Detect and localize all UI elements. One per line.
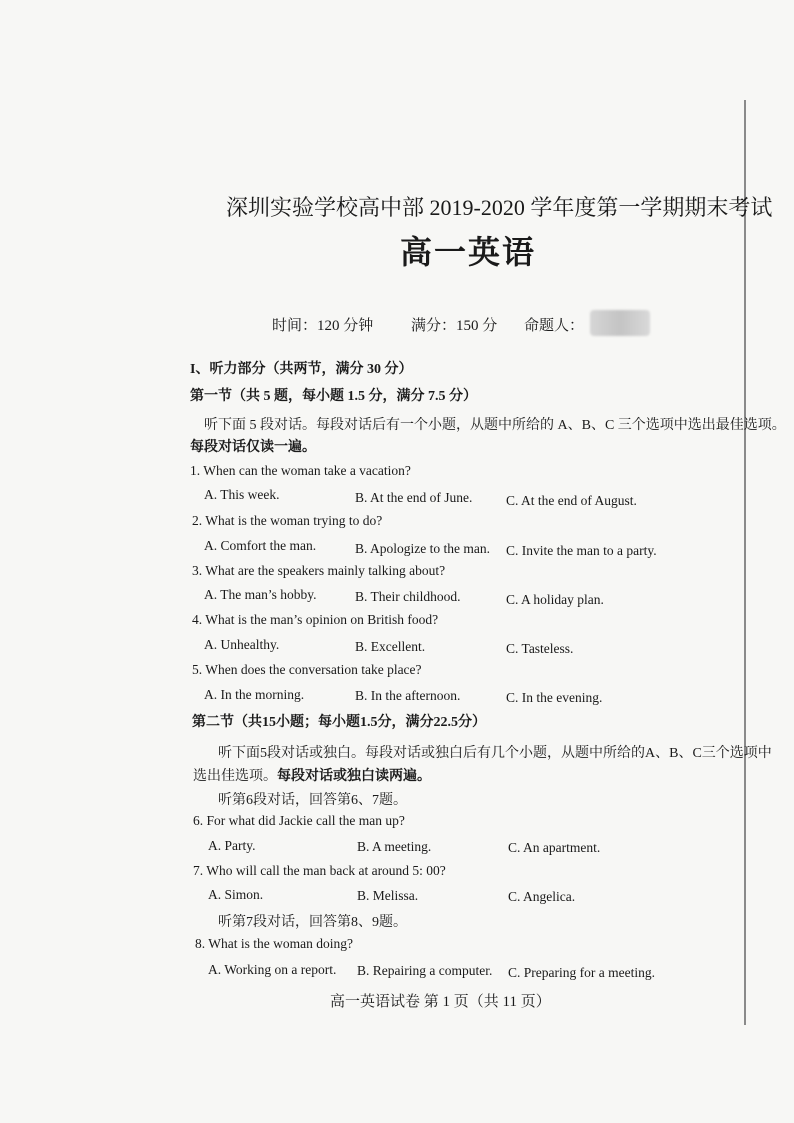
question-5-option-b: B. In the afternoon. <box>355 688 461 703</box>
part1-heading: I、听力部分（共两节，满分 30 分） <box>190 362 413 377</box>
question-3-option-a: A. The man’s hobby. <box>204 587 317 602</box>
question-3-option-c: C. A holiday plan. <box>506 592 604 607</box>
question-1-option-a: A. This week. <box>204 487 280 502</box>
exam-time: 时间：120 分钟 <box>272 318 374 334</box>
question-2-option-b: B. Apologize to the man. <box>355 541 490 556</box>
redacted-author-name <box>590 310 650 336</box>
question-8-option-b: B. Repairing a computer. <box>357 963 493 978</box>
question-2-stem: 2. What is the woman trying to do? <box>192 513 383 528</box>
question-2-option-c: C. Invite the man to a party. <box>506 543 657 558</box>
subject-title: 高一英语 <box>400 234 537 270</box>
question-8-option-c: C. Preparing for a meeting. <box>508 965 655 980</box>
exam-author-label: 命题人： <box>524 318 585 334</box>
dialog-7-note: 听第7段对话，回答第8、9题。 <box>218 915 407 930</box>
section2-instruction: 听下面5段对话或独白。每段对话或独白后有几个小题，从题中所给的A、B、C三个选项中 <box>218 746 772 761</box>
section1-instruction-read-once: 每段对话仅读一遍。 <box>190 440 316 455</box>
question-4-option-a: A. Unhealthy. <box>204 637 280 652</box>
question-6-option-c: C. An apartment. <box>508 840 601 855</box>
question-4-option-c: C. Tasteless. <box>506 641 574 656</box>
question-8-option-a: A. Working on a report. <box>208 962 337 977</box>
question-6-stem: 6. For what did Jackie call the man up? <box>193 813 405 828</box>
question-5-option-a: A. In the morning. <box>204 687 305 702</box>
question-2-option-a: A. Comfort the man. <box>204 538 317 553</box>
exam-full-score: 满分：150 分 <box>411 318 498 334</box>
question-6-option-a: A. Party. <box>208 838 256 853</box>
question-1-option-c: C. At the end of August. <box>506 493 637 508</box>
question-7-option-a: A. Simon. <box>208 887 264 902</box>
section2-instruction-read-twice: 每段对话或独白读两遍。 <box>277 769 431 784</box>
question-1-stem: 1. When can the woman take a vacation? <box>190 463 411 478</box>
question-4-option-b: B. Excellent. <box>355 639 426 654</box>
question-5-stem: 5. When does the conversation take place? <box>192 662 422 677</box>
question-1-option-b: B. At the end of June. <box>355 490 473 505</box>
question-5-option-c: C. In the evening. <box>506 690 603 705</box>
scan-edge-line <box>744 100 746 1025</box>
section2-heading: 第二节（共15小题；每小题1.5分，满分22.5分） <box>192 715 486 730</box>
page-footer: 高一英语试卷 第 1 页（共 11 页） <box>330 994 551 1010</box>
section2-instruction-part: 选出佳选项。 <box>193 769 277 784</box>
question-7-option-c: C. Angelica. <box>508 889 576 904</box>
school-exam-title: 深圳实验学校高中部 2019-2020 学年度第一学期期末考试 <box>226 195 773 220</box>
question-7-option-b: B. Melissa. <box>357 888 419 903</box>
question-3-option-b: B. Their childhood. <box>355 589 461 604</box>
question-4-stem: 4. What is the man’s opinion on British food? <box>192 612 439 627</box>
section1-instruction: 听下面 5 段对话。每段对话后有一个小题，从题中所给的 A、B、C 三个选项中选出最佳选项。 <box>204 418 786 433</box>
question-7-stem: 7. Who will call the man back at around 5: 00? <box>193 863 446 878</box>
question-3-stem: 3. What are the speakers mainly talking about? <box>192 563 446 578</box>
dialog-6-note: 听第6段对话，回答第6、7题。 <box>218 793 407 808</box>
question-8-stem: 8. What is the woman doing? <box>195 936 353 951</box>
section2-instruction-cont <box>193 765 431 785</box>
section1-heading: 第一节（共 5 题，每小题 1.5 分，满分 7.5 分） <box>190 389 477 404</box>
question-6-option-b: B. A meeting. <box>357 839 432 854</box>
